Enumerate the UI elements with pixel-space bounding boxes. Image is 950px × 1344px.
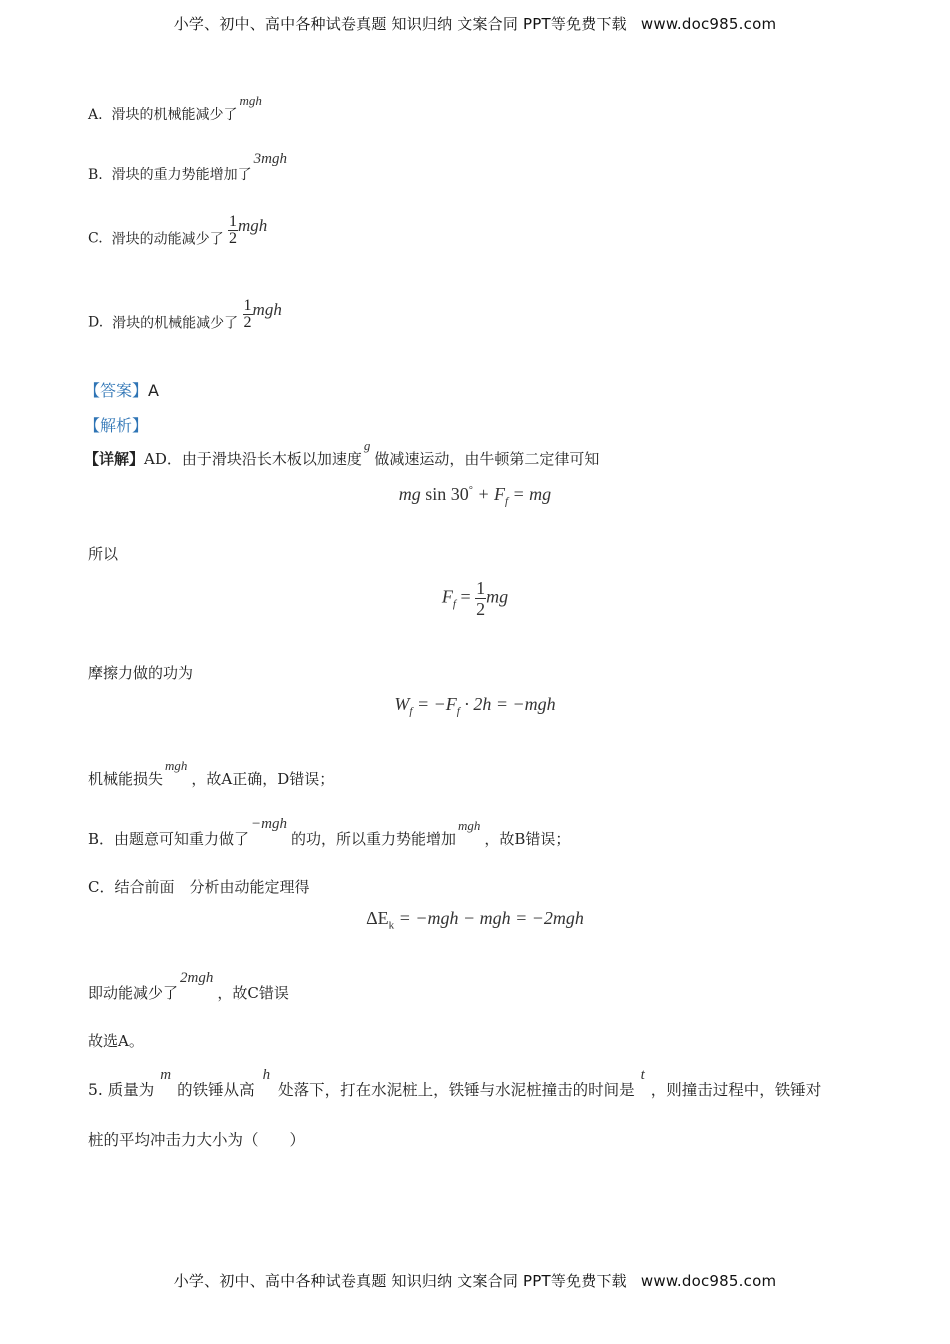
banner-text: 小学、初中、高中各种试卷真题 知识归纳 文案合同 PPT等免费下载 xyxy=(173,1272,627,1290)
option-label: B. xyxy=(88,167,103,183)
option-b xyxy=(88,151,287,184)
banner-text: 小学、初中、高中各种试卷真题 知识归纳 文案合同 PPT等免费下载 xyxy=(173,15,627,33)
equation-friction: $F_f$ = $\frac{1}{2}$ mg xyxy=(441,578,509,619)
question-5-line1: 5. 质量为m的铁锤从高h处落下，打在水泥桩上，铁锤与水泥桩撞击的时间是t，则撞击过程中，铁锤对 xyxy=(88,1067,822,1099)
text-option-c-analysis: C．结合前面 分析由动能定理得 xyxy=(88,878,310,896)
footer-banner xyxy=(0,1270,950,1291)
option-fraction: $\frac{1}{2}$ xyxy=(243,297,252,331)
option-expr: mgh xyxy=(252,299,282,319)
option-label: C. xyxy=(88,230,103,247)
analysis-line xyxy=(84,413,148,436)
option-text: 滑块的动能减少了 xyxy=(111,231,224,248)
option-d xyxy=(88,297,282,339)
question-5-line2: 桩的平均冲击力大小为（ ） xyxy=(88,1131,306,1149)
answer-tag: 【答案】 xyxy=(84,381,149,400)
option-expr: mgh xyxy=(238,215,268,235)
option-label: A. xyxy=(88,107,103,123)
option-c xyxy=(88,213,268,255)
header-banner xyxy=(0,13,950,34)
analysis-tag: 【解析】 xyxy=(84,416,149,435)
option-fraction: $\frac{1}{2}$ xyxy=(229,213,238,247)
banner-site: www.doc985.com xyxy=(640,15,777,33)
option-text: 滑块的机械能减少了 xyxy=(111,107,238,123)
equation-kinetic: $\Delta E_k = -mgh$ − mgh = −2mgh xyxy=(366,908,584,932)
text-kinetic-result: 即动能减少了2mgh，故C错误 xyxy=(88,970,289,1002)
detail-tag: 【详解】 xyxy=(84,450,145,468)
text-choose: 故选A。 xyxy=(88,1032,144,1050)
banner-site: www.doc985.com xyxy=(640,1272,777,1290)
option-label: D. xyxy=(88,314,104,331)
equation-work: $W_f = -F_f \cdot 2h = -mgh$ xyxy=(394,694,556,718)
text-energy-loss: 机械能损失mgh，故A正确，D错误； xyxy=(88,758,335,788)
equation-newton: mg $\sin 30^\circ + F_f$ = mg xyxy=(398,484,552,508)
option-expr: 3mgh xyxy=(253,151,287,167)
answer-line xyxy=(84,378,159,401)
option-a xyxy=(88,93,262,124)
text-suoyi: 所以 xyxy=(88,545,119,563)
option-text: 滑块的机械能减少了 xyxy=(112,315,239,332)
text-option-b-analysis: B．由题意可知重力做了−mgh的功，所以重力势能增加mgh，故B错误； xyxy=(88,816,571,848)
option-text: 滑块的重力势能增加了 xyxy=(111,167,252,183)
option-expr: mgh xyxy=(239,93,262,108)
accel-symbol: g xyxy=(363,438,371,453)
answer-value: A xyxy=(148,381,159,400)
text-friction-work: 摩擦力做的功为 xyxy=(88,664,194,682)
detail-intro: 【详解】AD．由于滑块沿长木板以加速度g做减速运动，由牛顿第二定律可知 xyxy=(84,438,600,468)
